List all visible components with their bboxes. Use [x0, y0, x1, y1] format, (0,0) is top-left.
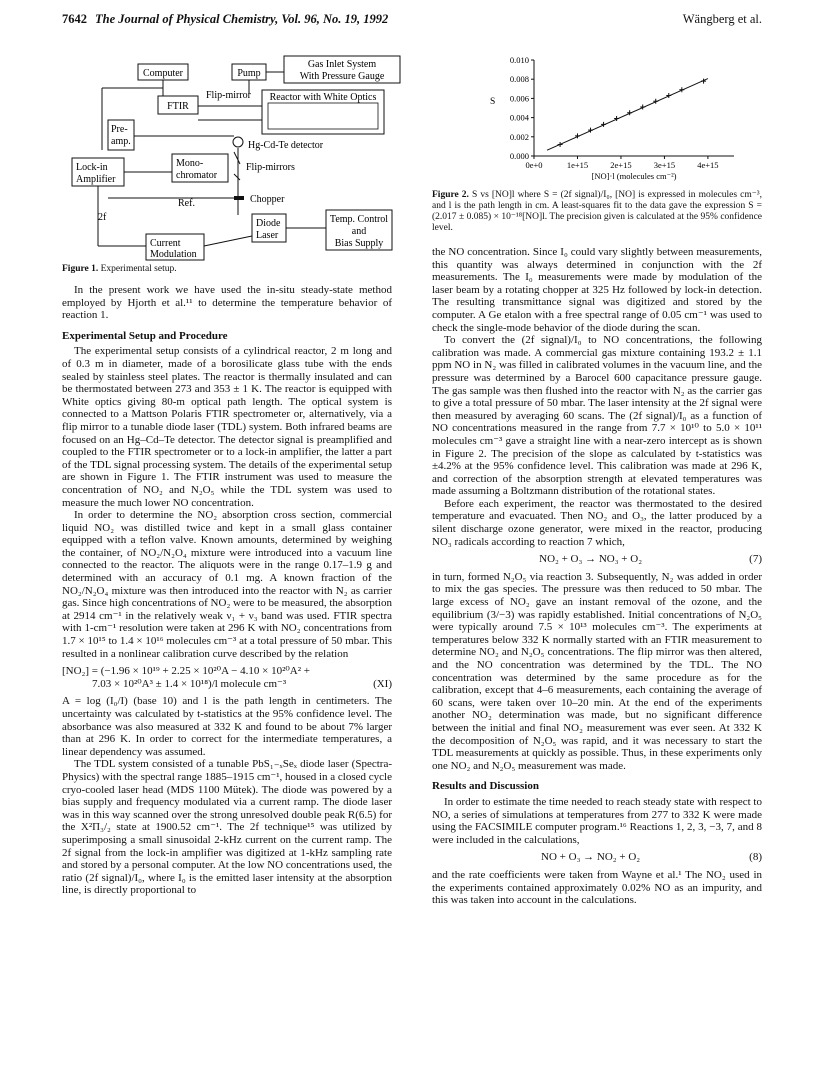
experimental-paragraph-1: The experimental setup consists of a cylindrical reactor, 2 m long and of 0.3 m in diameter, made of a borosilicate glass tube with the ends sealed by stainless steel plates. The reactor is thermally insulated and can be thermostated between 273 and 353 ± 1 K. The reactor is equipped with White optics giving 80-m optical path length. The optical system is connected to a Mattson Polaris FTIR spectrometer or, alternatively, via a flip mirror to a tunable diode laser (TDL) system. Both infrared beams are focused on an Hg–Cd–Te detector. The detector signal is preamplified and coupled to the FTIR spectrometer or to a lock-in amplifier, the latter a part of the TDL signal processing system. The details of the experimental setup are shown in Figure 1. The FTIR instrument was used to measure the concentration of NO₂ and N₂O₅ while the TDL system was used to measure the much lower NO concentration. — [62, 345, 392, 509]
figure2-caption-text: S vs [NO]l where S = (2f signal)/I₀, [NO] is expressed in molecules cm⁻³, and l is the path length in cm. A least-squares fit to the data gave the expression S = (2.017 ± 0.085) × 10⁻¹⁸[NO]l. The precision given is calculated at the 95% confidence level. — [432, 190, 762, 233]
mono-label1: Mono- — [176, 158, 204, 169]
y-tick-label: 0.002 — [509, 131, 529, 142]
temp-label2: and — [351, 226, 367, 237]
temp-label1: Temp. Control — [329, 214, 389, 225]
x-axis-label: [NO]·l (molecules cm⁻²) — [591, 171, 677, 181]
equation-7-number: (7) — [749, 553, 762, 566]
header-left — [62, 12, 388, 27]
gas-inlet-label2: With Pressure Gauge — [299, 71, 385, 82]
gas-inlet-label: Gas Inlet System — [307, 59, 377, 70]
reactor-label: Reactor with White Optics — [269, 92, 377, 103]
results-paragraph: In order to estimate the time needed to reach steady state with respect to NO, a series of simulations at temperatures from 277 to 332 K were made using the FACSIMILE computer program.¹⁶ Reactions 1, 2, 3, −3, 7, and 8 were included in the calculations, — [432, 795, 762, 846]
y-tick-label: 0.010 — [509, 55, 529, 65]
right-paragraph-3: Before each experiment, the reactor was thermostated to the desired temperature and evacuated. Then NO₂ and O₃, the latter produced by a silent discharge ozone generator, were mixed in the reactor, producing NO₃ radicals according to reaction 7 which, — [432, 497, 762, 548]
equation-xi-line2: 7.03 × 10²⁰A³ ± 1.4 × 10¹⁸)/l molecule cm⁻³ — [92, 677, 287, 690]
right-paragraph-2: To convert the (2f signal)/I₀ to NO concentrations, the following calibration was made. A commercial gas mixture containing 193.2 ± 1.1 ppm NO in N₂ was filled in calibrated volumes in the vacuum line, and the pressure was determined by a Barocel 600 capacitance pressure gauge. The gas sample was then flushed into the reactor with N₂ as the carrier gas to give a total pressure of 50 mbar. The laser intensity at the 2f signal were then measured by averaging 60 scans. The (2f signal)/I₀ as a function of NO concentrations measured in the range from 7.7 × 10¹⁰ to 5.0 × 10¹¹ molecules cm⁻³ gave a straight line with a near-zero intercept as is shown in Figure 2. The precision of the slope as calculated by t-statistics was ±4.2% at the 95% confidence level. This calibration was made at 296 K, and correction of the absorption strength at elevated temperatures was made assuming a Boltzmann distribution of the rotational states. — [432, 334, 762, 498]
figure1-caption-text: Experimental setup. — [100, 264, 177, 274]
after-equation-paragraph: A = log (I₀/I) (base 10) and l is the path length in centimeters. The uncertainty was calculated by t-statistics at the 95% confidence level. The absorbance was also measured at 332 K and found to be about 7% larger than at 296 K. In order to correct for the intermediate temperatures, a linear dependency was assumed. — [62, 695, 392, 758]
x-tick-label: 2e+15 — [610, 160, 632, 170]
figure1-caption — [62, 264, 392, 275]
twof-label: 2f — [98, 212, 107, 223]
diode-label2: Laser — [256, 230, 279, 241]
left-column — [62, 284, 392, 897]
computer-label: Computer — [143, 68, 183, 79]
x-tick-label: 4e+15 — [697, 160, 719, 170]
experimental-paragraph-2: In order to determine the NO₂ absorption cross section, commercial liquid NO₂ was distilled twice and kept in a small glass container equipped with a teflon valve. Known amounts, determined by weighing the container, of NO₂/N₂O₄ mixture were introduced into a vacuum line connected to the reactor. The aliquots were in the range 0.17–1.9 g and determined with an accuracy of 0.1 mg. A known fraction of the NO₂/N₂O₄ mixture was then introduced into the reactor with N₂ as carrier gas. Since high concentrations of NO₂ were to be measured, the absorption at 2914 cm⁻¹ in the relatively weak ν₁ + ν₃ band was used. FTIR spectra with 1-cm⁻¹ resolution were taken at 296 K with NO₂ concentrations from 1.7 × 10¹⁵ to 1.4 × 10¹⁶ molecules cm⁻³ at a total pressure of 50 mbar. This resulted in a nonlinear calibration curve described by the relation — [62, 509, 392, 660]
results-final-paragraph: and the rate coefficients were taken from Wayne et al.¹ The NO₂ used in the experiments contained approximately 0.02% NO as an impurity, and this was taken into account in the calculations. — [432, 868, 762, 907]
mono-label2: chromator — [176, 170, 218, 181]
detector-label: Hg-Cd-Te detector — [248, 140, 324, 151]
journal-citation: The Journal of Physical Chemistry, Vol. 96, No. 19, 1992 — [95, 12, 389, 26]
chopper-label: Chopper — [250, 194, 285, 205]
figure2-chart — [476, 50, 766, 185]
equation-7 — [432, 553, 762, 566]
lockin-label2: Amplifier — [76, 174, 116, 185]
ref-label: Ref. — [178, 198, 195, 209]
preamp-label1: Pre- — [111, 124, 128, 135]
y-tick-label: 0.008 — [509, 74, 529, 85]
section-heading-results: Results and Discussion — [432, 780, 539, 793]
intro-paragraph: In the present work we have used the in-situ steady-state method employed by Hjorth et al.¹¹ to determine the temperature behavior of reaction 1. — [62, 284, 392, 322]
equation-xi — [62, 665, 392, 690]
temp-label3: Bias Supply — [334, 238, 384, 249]
flip-mirrors-label: Flip-mirrors — [246, 162, 295, 173]
header-authors: Wängberg et al. — [682, 12, 762, 26]
pump-label: Pump — [237, 68, 261, 79]
ftir-label: FTIR — [167, 101, 189, 112]
page-number: 7642 — [62, 12, 87, 26]
figure2-caption-label: Figure 2. — [432, 190, 469, 200]
x-tick-label: 3e+15 — [653, 160, 676, 170]
flip-mirror-label: Flip-mirror — [206, 90, 251, 101]
figure1-diagram — [62, 50, 402, 266]
y-tick-label: 0.006 — [509, 93, 529, 104]
equation-7-text: NO₂ + O₃ → NO₃ + O₂ — [539, 553, 643, 566]
page-header — [62, 12, 762, 30]
equation-8-text: NO + O₃ → NO₂ + O₂ — [541, 851, 641, 864]
y-axis-label: S — [490, 97, 496, 107]
y-tick-label: 0.004 — [509, 112, 529, 123]
equation-8-number: (8) — [749, 851, 762, 864]
y-tick-label: 0.000 — [509, 151, 529, 161]
right-paragraph-4: in turn, formed N₂O₅ via reaction 3. Subsequently, N₂ was added in order to mix the gas species. The pressure was then reduced to 50 mbar. The large excess of NO₂ gave an instant removal of the ozone, and the equilibrium (3/−3) was rapidly established. Initial concentrations of N₂O₅ were typically around 7.5 × 10¹³ molecules cm⁻³. The experiments at temperatures below 332 K normally started with an FTIR measurement to determine NO₂ and N₂O₅ concentrations. The flip mirror was then altered, and the NO concentration was determined by the TDL. The NO concentration was determined by the same procedure as for the calibration, except that 4–6 measurements, each containing the average of 60 scans, were taken over 10–20 min. At the end of the experiments another NO₂ determination was made, but no significant difference between the initial and final NO₂ measurement was ever seen. At 332 K the decomposition of N₂O₅ was rapid, and it was necessary to start the TDL measurements at quickly as possible. Thus, in these experiments only one NO₂ and N₂O₅ measurement was made. — [432, 570, 762, 772]
x-tick-label: 0e+0 — [525, 160, 543, 170]
tdl-paragraph: The TDL system consisted of a tunable PbS₁₋ₓSeₓ diode laser (Spectra-Physics) with the spectral range 1885–1915 cm⁻¹, housed in a closed cycle cryo-cooled laser head (MDS 1100 Mütek). The diode was powered by a bias supply and frequency modulated via a current ramp. The diode laser was in this way scanned over the strong unresolved double peak R(6.5) for the X²Π₃/₂ state at 1900.52 cm⁻¹. The 2f technique¹⁵ was utilized by superimposing a small sinusoidal 2-kHz current on the current ramp. The 2f signal from the lock-in amplifier was digitized at 1-kHz sampling rate and stored by a personal computer. At the low NO concentrations used, the ratio (2f signal)/I₀, where I₀ is the emitted laser intensity at the absorption line, is directly proportional to — [62, 758, 392, 897]
equation-xi-number: (XI) — [373, 677, 392, 690]
equation-xi-line1: [NO₂] = (−1.96 × 10¹⁹ + 2.25 × 10²⁰A − 4.10 × 10²⁰A² + — [62, 665, 310, 678]
lockin-label1: Lock-in — [76, 162, 108, 173]
current-label2: Modulation — [150, 249, 197, 260]
figure2-caption — [432, 190, 762, 234]
x-tick-label: 1e+15 — [566, 160, 589, 170]
diode-label1: Diode — [256, 218, 281, 229]
right-column — [432, 246, 762, 907]
figure1-caption-label: Figure 1. — [62, 264, 99, 274]
section-heading-experimental: Experimental Setup and Procedure — [62, 329, 228, 342]
right-paragraph-1: the NO concentration. Since I₀ could vary slightly between measurements, this quantity was always determined in conjunction with the 2f measurements. The I₀ measurements were made by modulation of the laser beam by a rotating chopper at 325 Hz followed by lock-in detection. The resulting transmittance signal was digitized and stored by the computer. A Ge etalon with a free spectral range of 0.05 cm⁻¹ was used to check the single-mode behavior of the diode during the scan. — [432, 246, 762, 334]
current-label1: Current — [150, 238, 181, 249]
data-point — [558, 142, 563, 147]
data-point — [679, 87, 684, 92]
equation-8 — [432, 851, 762, 864]
preamp-label2: amp. — [111, 136, 131, 147]
